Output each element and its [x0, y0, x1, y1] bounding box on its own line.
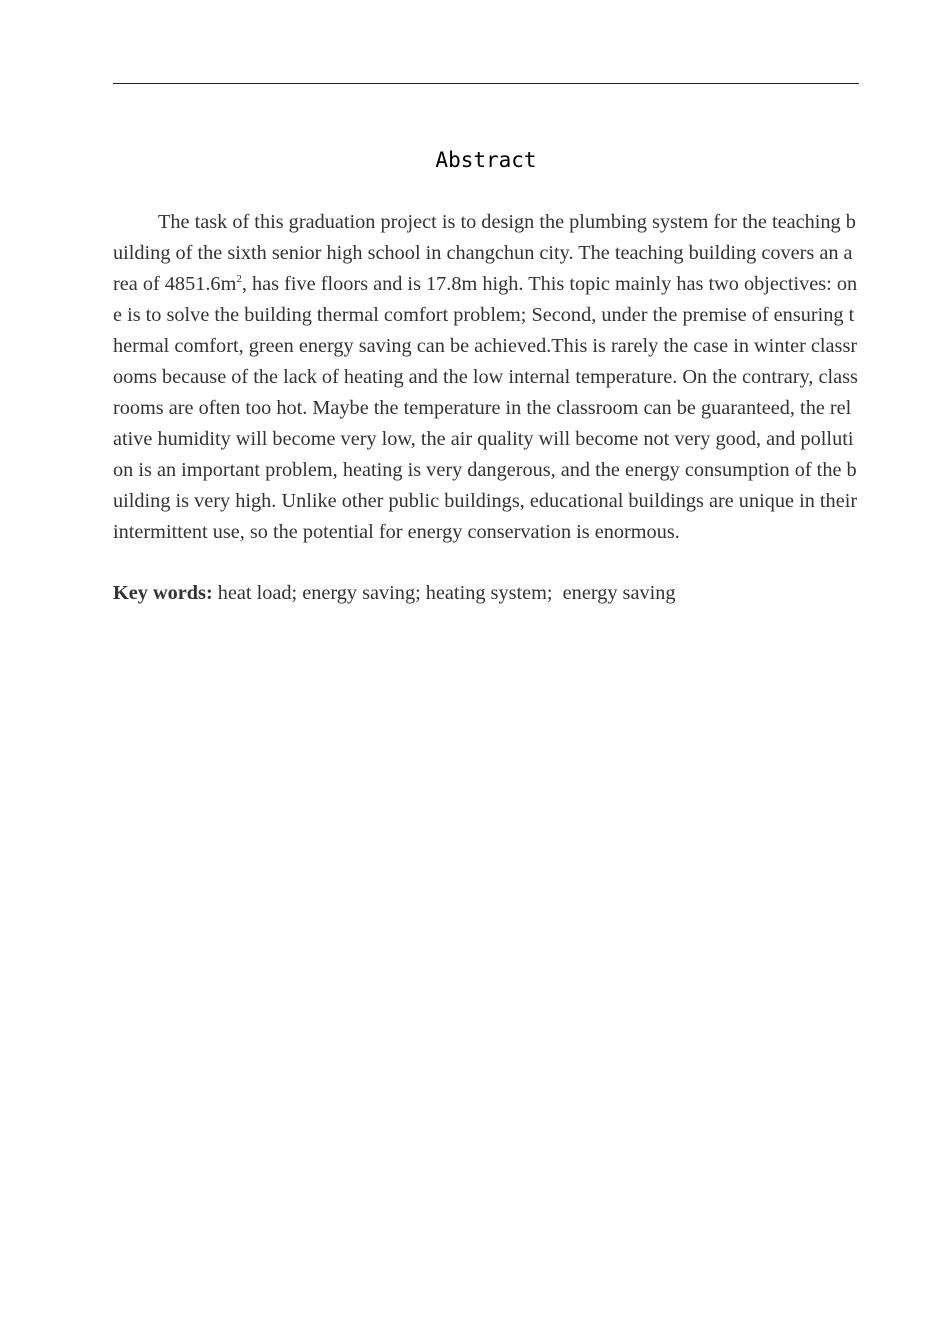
keywords-value: heat load; energy saving; heating system; energy saving — [217, 582, 676, 604]
header-rule — [113, 83, 859, 84]
abstract-paragraph — [113, 207, 859, 548]
area-unit-superscript: 2 — [236, 273, 242, 286]
abstract-text-part-1: The task of this graduation project is to design the plumbing system for the teaching building of the sixth senior high school in changchun city. The teaching building covers an area of 4851.6m — [113, 211, 856, 295]
page-title: Abstract — [435, 148, 537, 172]
abstract-text-part-2: , has five floors and is 17.8m high. This topic mainly has two objectives: one is to solve the building thermal comfort problem; Second, under the premise of ensuring thermal comfort, green energy saving can be achieved.This is rarely the case in winter classrooms because of the lack of heating and the low internal temperature. On the contrary, classrooms are often too hot. Maybe the temperature in the classroom can be guaranteed, the relative humidity will become very low, the air quality will become not very good, and pollution is an important problem, heating is very dangerous, and the energy consumption of the building is very high. Unlike other public buildings, educational buildings are unique in their intermittent use, so the potential for energy conservation is enormous. — [113, 273, 858, 543]
keywords-line — [113, 578, 859, 609]
keywords-label: Key words: — [113, 582, 213, 604]
